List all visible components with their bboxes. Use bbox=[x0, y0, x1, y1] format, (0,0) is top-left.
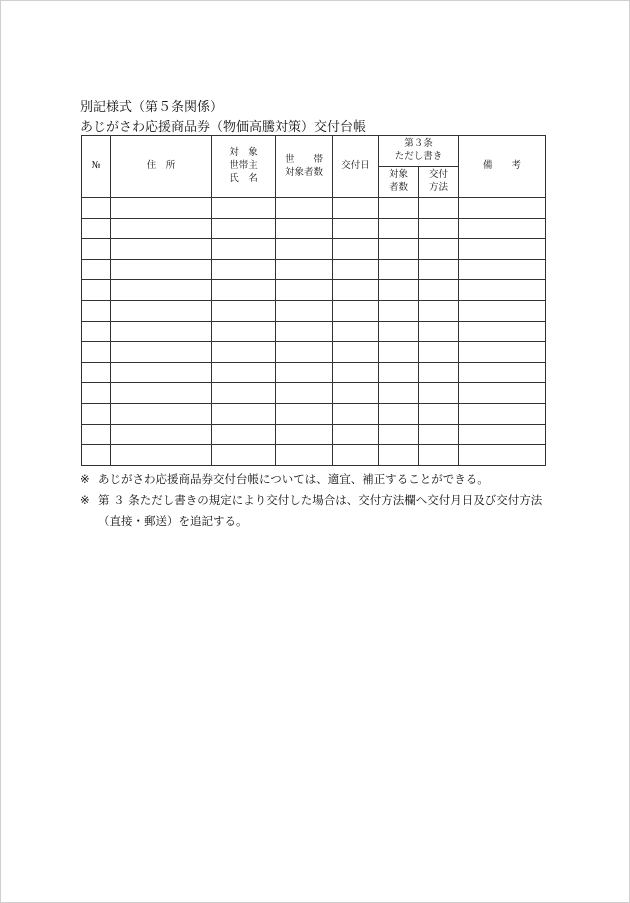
header-address bbox=[111, 136, 212, 198]
header-householder-line2: 世帯主 bbox=[229, 160, 258, 172]
table-cell bbox=[379, 342, 419, 363]
table-cell bbox=[111, 403, 212, 424]
table-cell bbox=[459, 198, 546, 219]
table-cell bbox=[419, 300, 459, 321]
table-cell bbox=[276, 300, 333, 321]
header-issue-date: 交付日 bbox=[333, 136, 379, 198]
table-cell bbox=[82, 342, 111, 363]
table-row bbox=[82, 300, 546, 321]
table-cell bbox=[82, 218, 111, 239]
header-household-count bbox=[276, 136, 333, 198]
table-cell bbox=[111, 321, 212, 342]
table-cell bbox=[111, 362, 212, 383]
table-cell bbox=[333, 424, 379, 445]
table-cell bbox=[212, 383, 276, 404]
table-cell bbox=[459, 445, 546, 466]
table-cell bbox=[82, 259, 111, 280]
table-cell bbox=[212, 300, 276, 321]
table-cell bbox=[276, 403, 333, 424]
table-cell bbox=[212, 280, 276, 301]
table-cell bbox=[82, 403, 111, 424]
table-cell bbox=[82, 424, 111, 445]
table-cell bbox=[276, 445, 333, 466]
header-method-line2: 方法 bbox=[429, 182, 449, 193]
table-cell bbox=[82, 383, 111, 404]
table-cell bbox=[333, 321, 379, 342]
table-cell bbox=[276, 424, 333, 445]
header-household-line2: 対象者数 bbox=[284, 166, 323, 178]
table-cell bbox=[333, 383, 379, 404]
header-householder bbox=[212, 136, 276, 198]
table-cell bbox=[111, 300, 212, 321]
table-cell bbox=[419, 424, 459, 445]
table-cell bbox=[212, 424, 276, 445]
table-cell bbox=[276, 280, 333, 301]
table-cell bbox=[333, 239, 379, 260]
header-household-line1: 世 帯 bbox=[284, 153, 323, 165]
table-cell bbox=[276, 342, 333, 363]
table-cell bbox=[82, 239, 111, 260]
table-cell bbox=[333, 362, 379, 383]
table-cell bbox=[419, 280, 459, 301]
table-row bbox=[82, 445, 546, 466]
header-target-count bbox=[379, 167, 419, 198]
header-method bbox=[419, 167, 459, 198]
table-cell bbox=[419, 383, 459, 404]
table-cell bbox=[459, 383, 546, 404]
table-row bbox=[82, 362, 546, 383]
header-target-line1: 対象 bbox=[388, 169, 408, 181]
table-cell bbox=[82, 280, 111, 301]
note-1 bbox=[80, 469, 560, 490]
table-cell bbox=[82, 321, 111, 342]
header-householder-line3: 氏 名 bbox=[229, 172, 258, 184]
note-2-text-line2: （直接・郵送）を追記する。 bbox=[98, 514, 248, 528]
table-cell bbox=[82, 362, 111, 383]
table-cell bbox=[212, 403, 276, 424]
table-cell bbox=[379, 383, 419, 404]
table-cell bbox=[111, 280, 212, 301]
table-cell bbox=[111, 383, 212, 404]
note-1-text: あじがさわ応援商品券交付台帳については、適宜、補正することができる。 bbox=[98, 472, 489, 486]
table-cell bbox=[459, 403, 546, 424]
table-row bbox=[82, 383, 546, 404]
table-cell bbox=[419, 403, 459, 424]
table-cell bbox=[379, 259, 419, 280]
table-cell bbox=[459, 218, 546, 239]
note-2-mark: ※ bbox=[80, 493, 90, 507]
note-1-mark: ※ bbox=[80, 472, 90, 486]
table-cell bbox=[276, 362, 333, 383]
table-cell bbox=[379, 239, 419, 260]
header-target-line2: 者数 bbox=[388, 182, 408, 193]
notes-section bbox=[80, 469, 560, 532]
table-cell bbox=[419, 218, 459, 239]
table-cell bbox=[379, 362, 419, 383]
table-cell bbox=[111, 259, 212, 280]
table-cell bbox=[333, 198, 379, 219]
table-cell bbox=[459, 321, 546, 342]
table-cell bbox=[276, 198, 333, 219]
table-cell bbox=[333, 218, 379, 239]
header-article3-line2: ただし書き bbox=[394, 151, 443, 162]
table-cell bbox=[419, 239, 459, 260]
table-cell bbox=[459, 239, 546, 260]
table-cell bbox=[379, 280, 419, 301]
table-header-row bbox=[82, 136, 546, 167]
issuance-ledger-table bbox=[81, 135, 546, 466]
table-cell bbox=[276, 321, 333, 342]
table-cell bbox=[419, 259, 459, 280]
table-cell bbox=[459, 259, 546, 280]
table-cell bbox=[82, 445, 111, 466]
table-cell bbox=[212, 218, 276, 239]
document-title: あじがさわ応援商品券（物価高騰対策）交付台帳 bbox=[80, 120, 367, 135]
table-cell bbox=[333, 259, 379, 280]
note-2-text-line1: 第 ３ 条ただし書きの規定により交付した場合は、交付方法欄へ交付月日及び交付方法 bbox=[98, 493, 543, 507]
table-cell bbox=[459, 300, 546, 321]
table-row bbox=[82, 342, 546, 363]
table-cell bbox=[212, 239, 276, 260]
table-cell bbox=[111, 218, 212, 239]
table-row bbox=[82, 218, 546, 239]
table-cell bbox=[419, 362, 459, 383]
table-cell bbox=[111, 239, 212, 260]
table-cell bbox=[111, 342, 212, 363]
table-cell bbox=[379, 403, 419, 424]
table-cell bbox=[459, 280, 546, 301]
table-row bbox=[82, 424, 546, 445]
table-cell bbox=[111, 198, 212, 219]
header-no: № bbox=[82, 136, 111, 198]
table-cell bbox=[212, 259, 276, 280]
header-remarks: 備 考 bbox=[459, 136, 546, 198]
table-row bbox=[82, 198, 546, 219]
table-cell bbox=[459, 342, 546, 363]
table-cell bbox=[419, 321, 459, 342]
table-cell bbox=[379, 300, 419, 321]
table-cell bbox=[276, 259, 333, 280]
table-cell bbox=[379, 218, 419, 239]
table-cell bbox=[333, 300, 379, 321]
table-cell bbox=[459, 424, 546, 445]
table-cell bbox=[333, 403, 379, 424]
table-cell bbox=[212, 321, 276, 342]
table-cell bbox=[333, 445, 379, 466]
table-cell bbox=[333, 342, 379, 363]
table-cell bbox=[212, 198, 276, 219]
table-cell bbox=[379, 445, 419, 466]
table-cell bbox=[111, 424, 212, 445]
header-article3 bbox=[379, 136, 459, 167]
table-cell bbox=[379, 198, 419, 219]
table-row bbox=[82, 259, 546, 280]
header-householder-line1: 対 象 bbox=[229, 147, 258, 159]
header-article3-line1: 第３条 bbox=[404, 138, 433, 150]
form-reference: 別記様式（第５条関係） bbox=[80, 100, 224, 115]
header-method-line1: 交付 bbox=[429, 169, 449, 181]
table-row bbox=[82, 403, 546, 424]
note-2 bbox=[80, 490, 560, 511]
table-cell bbox=[82, 198, 111, 219]
table-cell bbox=[212, 342, 276, 363]
table-row bbox=[82, 280, 546, 301]
table-cell bbox=[419, 445, 459, 466]
table-cell bbox=[212, 362, 276, 383]
table-cell bbox=[419, 198, 459, 219]
table-cell bbox=[419, 342, 459, 363]
table-row bbox=[82, 321, 546, 342]
table-cell bbox=[212, 445, 276, 466]
table-row bbox=[82, 239, 546, 260]
table-cell bbox=[379, 424, 419, 445]
table-cell bbox=[111, 445, 212, 466]
table-cell bbox=[459, 362, 546, 383]
header-address-label: 住 所 bbox=[146, 160, 176, 172]
table-cell bbox=[276, 218, 333, 239]
table-cell bbox=[379, 321, 419, 342]
table-cell bbox=[276, 383, 333, 404]
table-cell bbox=[276, 239, 333, 260]
table-cell bbox=[82, 300, 111, 321]
table-cell bbox=[333, 280, 379, 301]
